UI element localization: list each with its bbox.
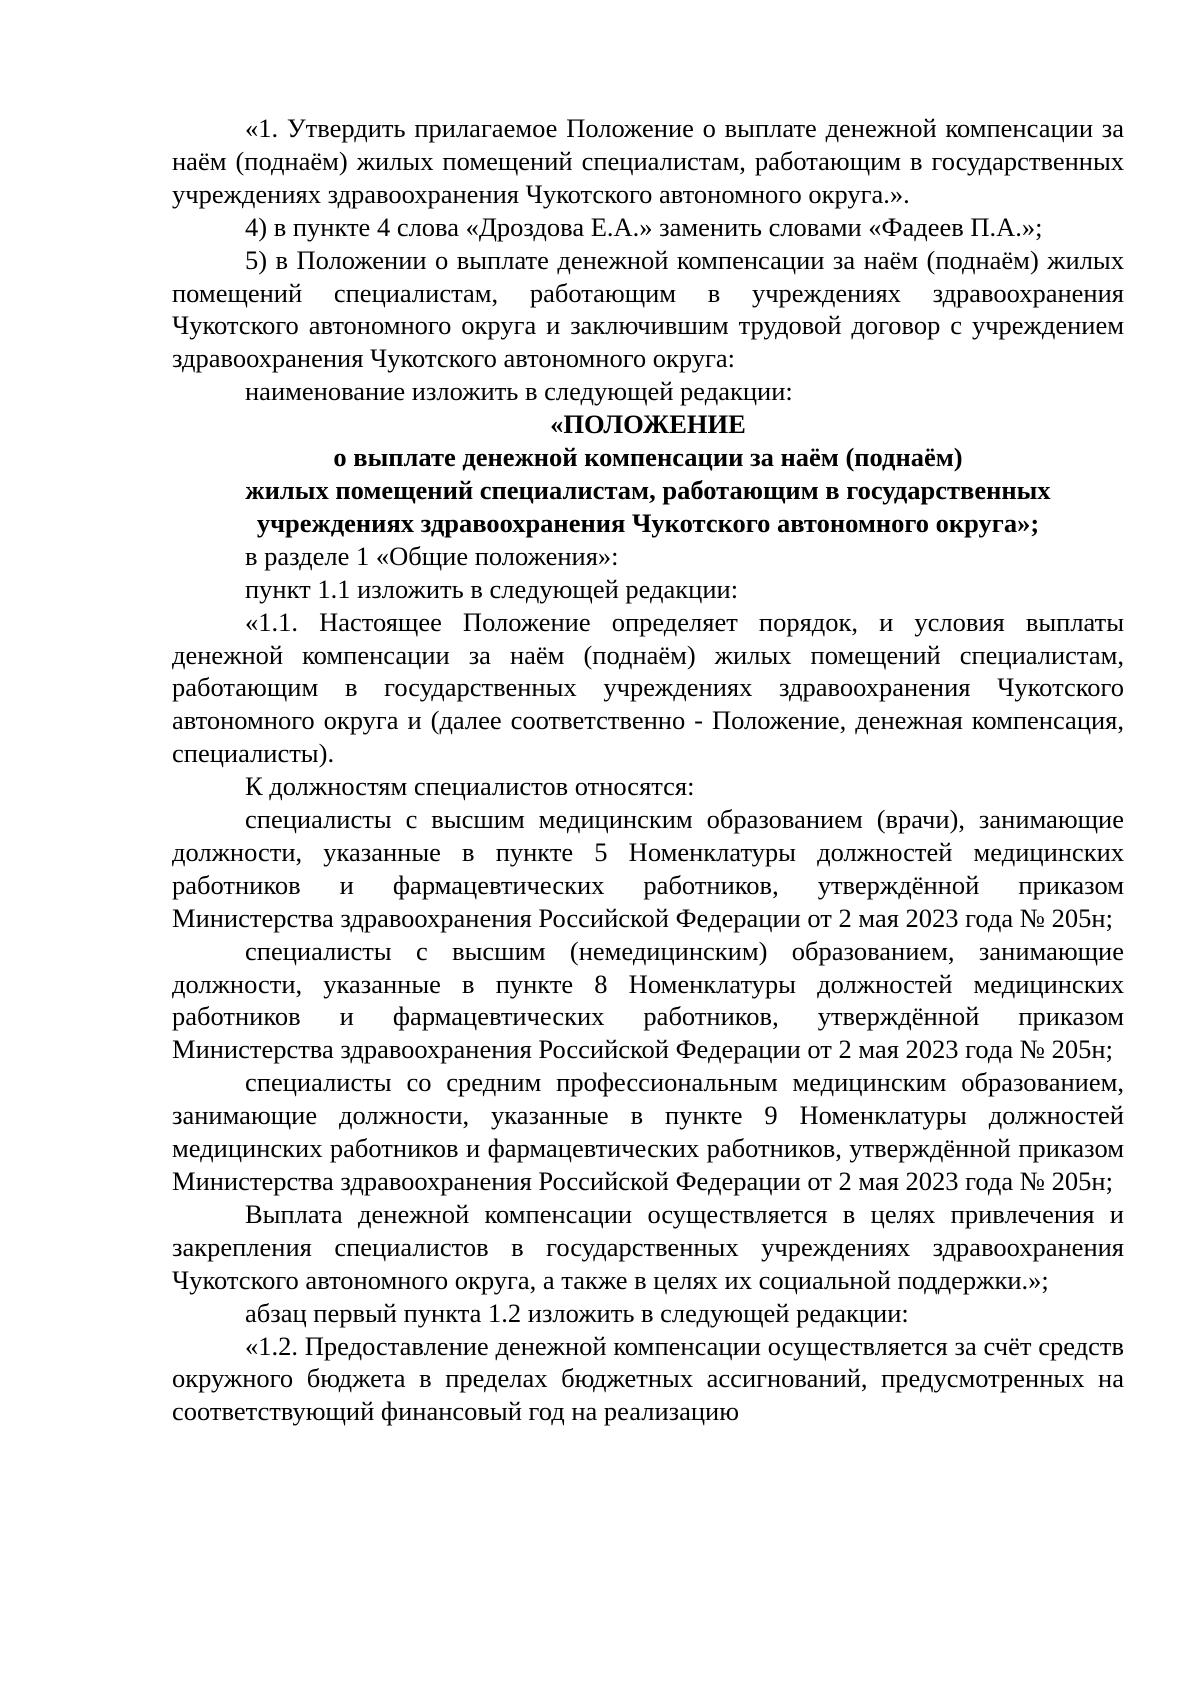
- paragraph-purpose: Выплата денежной компенсации осуществляется в целях привлечения и закрепления специалистов в государственных учреждениях здравоохранения Чукотского автономного округа, а также в целях их социальной поддержки.»;: [172, 1198, 1124, 1295]
- regulation-title-line-2: о выплате денежной компенсации за наём (поднаём): [333, 442, 963, 473]
- regulation-title-line-4: учреждениях здравоохранения Чукотского автономного округа»;: [256, 507, 1040, 538]
- regulation-title-line-3: жилых помещений специалистам, работающим в государственных: [245, 474, 1051, 505]
- paragraph-section-1: в разделе 1 «Общие положения»:: [245, 540, 619, 571]
- paragraph-item-4: 4) в пункте 4 слова «Дроздова Е.А.» заменить словами «Фадеев П.А.»;: [245, 211, 1043, 242]
- document-page: [172, 112, 1124, 1428]
- paragraph-item-1-2: «1.2. Предоставление денежной компенсации осуществляется за счёт средств окружного бюджета в пределах бюджетных ассигнований, предусмотренных на соответствующий финансовый год на реализацию: [172, 1330, 1124, 1427]
- paragraph-higher-medical: специалисты с высшим медицинским образованием (врачи), занимающие должности, указанные в пункте 5 Номенклатуры должностей медицинских работников и фармацевтических работников, утверждённой приказом Министерства здравоохранения Российской Федерации от 2 мая 2023 года № 205н;: [172, 804, 1124, 933]
- paragraph-positions-intro: К должностям специалистов относятся:: [245, 771, 695, 802]
- paragraph-item-1-1-intro: пункт 1.1 изложить в следующей редакции:: [245, 573, 739, 604]
- paragraph-item-1-2-intro: абзац первый пункта 1.2 изложить в следующей редакции:: [245, 1297, 909, 1328]
- paragraph-name-change: наименование изложить в следующей редакции:: [245, 376, 793, 407]
- paragraph-item-1-1: «1.1. Настоящее Положение определяет порядок, и условия выплаты денежной компенсации за наём (поднаём) жилых помещений специалистам, работающим в государственных учреждениях здравоохранения Чукотского автономного округа и (далее соответственно - Положение, денежная компенсация, специалисты).: [172, 606, 1124, 769]
- paragraph-higher-nonmedical: специалисты с высшим (немедицинским) образованием, занимающие должности, указанные в пункте 8 Номенклатуры должностей медицинских работников и фармацевтических работников, утверждённой приказом Министерства здравоохранения Российской Федерации от 2 мая 2023 года № 205н;: [172, 935, 1124, 1065]
- paragraph-approve-regulation: «1. Утвердить прилагаемое Положение о выплате денежной компенсации за наём (поднаём) жилых помещений специалистам, работающим в государственных учреждениях здравоохранения Чукотского автономного округа.».: [172, 113, 1124, 209]
- regulation-title-line-1: «ПОЛОЖЕНИЕ: [550, 409, 746, 440]
- paragraph-item-5: 5) в Положении о выплате денежной компенсации за наём (поднаём) жилых помещений специалистам, работающим в учреждениях здравоохранения Чукотского автономного округа и заключившим трудовой договор с учреждением здравоохранения Чукотского автономного округа:: [172, 244, 1124, 374]
- paragraph-secondary-medical: специалисты со средним профессиональным медицинским образованием, занимающие должности, указанные в пункте 9 Номенклатуры должностей медицинских работников и фармацевтических работников, утверждённой приказом Министерства здравоохранения Российской Федерации от 2 мая 2023 года № 205н;: [172, 1067, 1124, 1196]
